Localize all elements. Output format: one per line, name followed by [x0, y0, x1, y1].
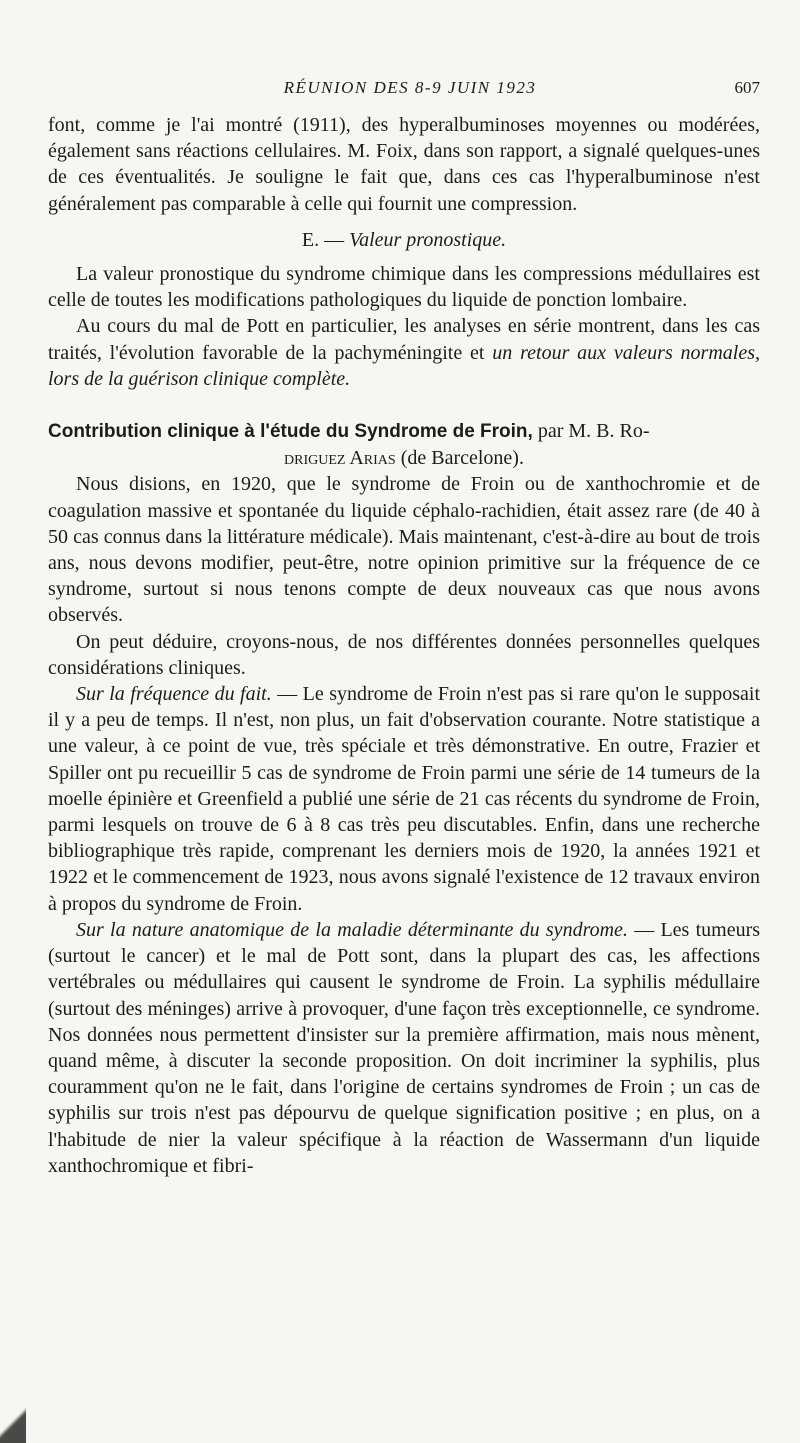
section-e-paragraph-2-emphasis: un retour aux valeurs normales, lors de la guérison clinique complète. [48, 341, 760, 390]
running-head: RÉUNION DES 8-9 JUIN 1923 [283, 78, 537, 97]
contribution-byline: par M. B. Ro- [537, 420, 650, 443]
contribution-title-line [48, 418, 760, 445]
contribution-paragraph-3 [48, 681, 760, 917]
section-e-heading [48, 227, 760, 253]
page-body [48, 112, 760, 1179]
contribution-paragraph-2: On peut déduire, croyons-nous, de nos différentes données personnelles quelques considérations cliniques. [48, 630, 760, 679]
contribution-heading [48, 418, 760, 471]
contribution-paragraph-4 [48, 917, 760, 1179]
section-e-letter: E. — [301, 228, 345, 251]
frequency-text: — Le syndrome de Froin n'est pas si rare qu'on le supposait il y a peu de temps. Il n'est, non plus, un fait d'observation courante. Notre statistique a une valeur, à ce point de vue, très spéciale et très démonstrative. En outre, Frazier et Spiller ont pu recueillir 5 cas de syndrome de Froin parmi une série de 14 tumeurs de la moelle épinière et Greenfield a publié une série de 21 cas récents du syndrome de Froin, parmi lesquels on trouve de 6 à 8 cas très peu discutables. Enfin, dans une recherche bibliographique très rapide, comprenant les derniers mois de 1920, la années 1921 et 1922 et le commencement de 1923, nous avons signalé l'existence de 12 travaux environ à propos du syndrome de Froin. [48, 683, 761, 915]
contribution-author-line [48, 445, 760, 471]
contribution-author: driguez Arias [284, 447, 396, 470]
contribution-title: Contribution clinique à l'étude du Syndrome de Froin, [48, 421, 533, 443]
contribution-place: (de Barcelone). [400, 447, 524, 470]
section-e-paragraph-1: La valeur pronostique du syndrome chimique dans les compressions médullaires est celle de toutes les modifications pathologiques du liquide de ponction lombaire. [48, 263, 760, 312]
frequency-subheading: Sur la fréquence du fait. [76, 683, 272, 706]
page-number: 607 [734, 78, 760, 97]
section-e-title: Valeur pronostique. [349, 228, 507, 251]
contribution-paragraph-1: Nous disions, en 1920, que le syndrome de Froin ou de xanthochromie et de coagulation massive et spontanée du liquide céphalo-rachidien, était assez rare (de 40 à 50 cas connus dans la littérature médicale). Mais maintenant, c'est-à-dire au bout de trois ans, nous devons modifier, peut-être, notre opinion primitive sur la fréquence de ce syndrome, surtout si nous tenons compte de deux nouveaux cas que nous avons observés. [48, 473, 760, 627]
page-header [60, 78, 760, 102]
section-e-paragraph-2 [48, 313, 760, 392]
paragraph-continued: font, comme je l'ai montré (1911), des hyperalbuminoses moyennes ou modérées, également sans réactions cellulaires. M. Foix, dans son rapport, a signalé quelques-unes de ces éventualités. Je souligne le fait que, dans ces cas l'hyperalbuminose n'est généralement pas comparable à celle qui fournit une compression. [48, 114, 760, 215]
scan-edge-mark [0, 1403, 26, 1443]
section-e-paragraph-2-text: Au cours du mal de Pott en particulier, les analyses en série montrent, dans les cas traités, l'évolution favorable de la pachyméningite et [48, 315, 760, 364]
anatomy-subheading: Sur la nature anatomique de la maladie déterminante du syndrome. [76, 918, 628, 941]
anatomy-text: — Les tumeurs (surtout le cancer) et le mal de Pott sont, dans la plupart des cas, les affections vertébrales ou médullaires qui causent le syndrome de Froin. La syphilis médullaire (surtout des méninges) arrive à provoquer, d'une façon très exceptionnelle, ce syndrome. Nos données nous permettent d'insister sur la première affirmation, mais nous mènent, quand même, à discuter la seconde proposition. On doit incriminer la syphilis, plus couramment qu'on ne le fait, dans l'origine de certains syndromes de Froin ; un cas de syphilis sur trois n'est pas dépourvu de quelque signification positive ; en plus, on a l'habitude de nier la valeur spécifique à la réaction de Wassermann d'un liquide xanthochromique et fibri- [48, 918, 761, 1177]
